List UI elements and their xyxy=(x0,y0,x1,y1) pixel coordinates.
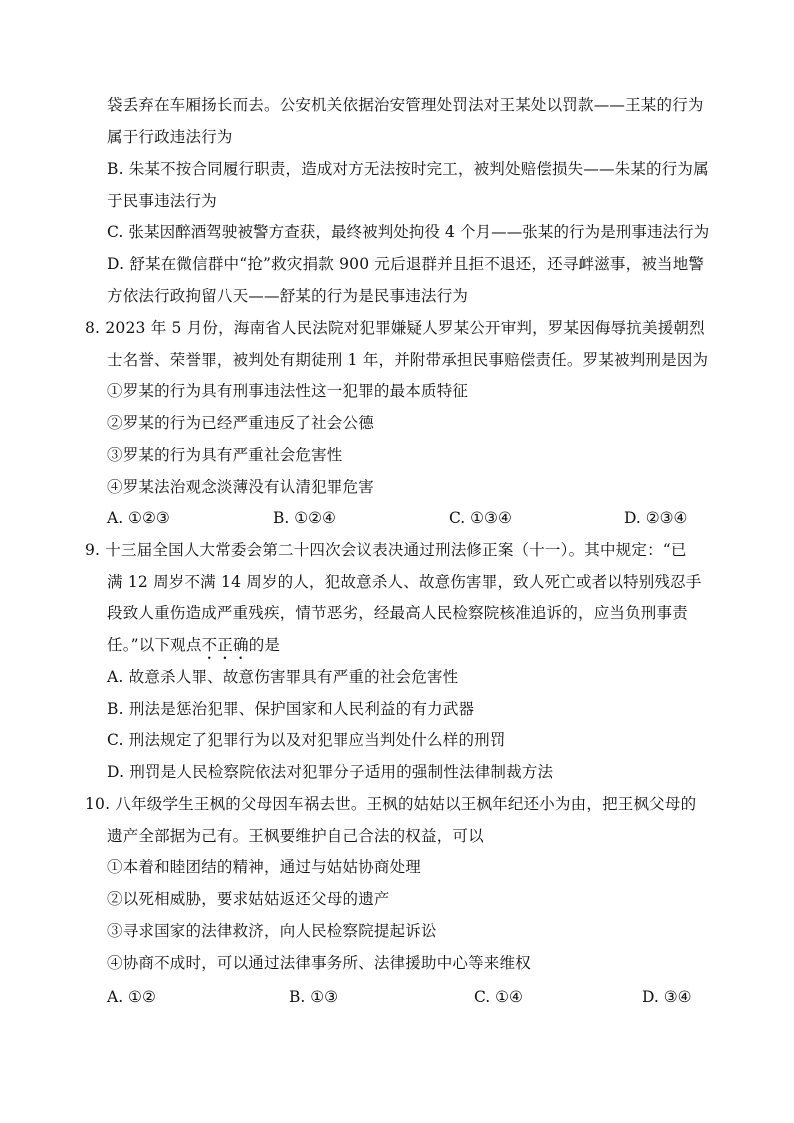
q7-option-d-line-1: D. 舒某在微信群中“抢”救灾捐款 900 元后退群并且拒不退还，还寻衅滋事，被当地警 xyxy=(107,255,705,273)
q8-option-b: B. ①②④ xyxy=(273,509,336,527)
q7-option-c-line: C. 张某因醉酒驾驶被警方查获，最终被判处拘役 4 个月——张某的行为是刑事违法行为 xyxy=(107,223,710,241)
q10-option-b: B. ①③ xyxy=(289,988,339,1006)
q10-option-a: A. ①② xyxy=(107,988,156,1006)
q7-option-d-line-2: 方依法行政拘留八天——舒某的行为是民事违法行为 xyxy=(107,287,469,305)
q8-statement-3: ③罗某的行为具有严重社会危害性 xyxy=(107,446,343,464)
q8-statement-2: ②罗某的行为已经严重违反了社会公德 xyxy=(107,414,374,432)
q9-stem-line-3: 段致人重伤造成严重残疾，情节恶劣，经最高人民检察院核准追诉的，应当负刑事责 xyxy=(107,604,688,622)
q10-statement-2: ②以死相威胁，要求姑姑返还父母的遗产 xyxy=(107,890,390,908)
q7-option-b-line-1: B. 朱某不按合同履行职责，造成对方无法按时完工，被判处赔偿损失——朱某的行为属 xyxy=(107,160,709,178)
q10-stem-line-1: 10. 八年级学生王枫的父母因车祸去世。王枫的姑姑以王枫年纪还小为由，把王枫父母的 xyxy=(85,795,697,813)
q10-statement-1: ①本着和睦团结的精神，通过与姑姑协商处理 xyxy=(107,858,422,876)
q8-stem-line-1: 8. 2023 年 5 月份，海南省人民法院对犯罪嫌疑人罗某公开审判，罗某因侮辱抗美援朝烈 xyxy=(85,319,705,337)
q9-stem-line-2: 满 12 周岁不满 14 周岁的人，犯故意杀人、故意伤害罪，致人死亡或者以特别残忍手 xyxy=(107,573,702,591)
q8-statement-4: ④罗某法治观念淡薄没有认清犯罪危害 xyxy=(107,478,374,496)
q10-option-d: D. ③④ xyxy=(642,988,692,1006)
q7-option-a-cont-line-1: 袋丢弃在车厢扬长而去。公安机关依据治安管理处罚法对王某处以罚款——王某的行为 xyxy=(107,96,704,114)
q9-option-d: D. 刑罚是人民检察院依法对犯罪分子适用的强制性法律制裁方法 xyxy=(107,763,554,781)
q10-option-c: C. ①④ xyxy=(474,988,523,1006)
q8-option-d: D. ②③④ xyxy=(624,509,688,527)
q7-option-b-line-2: 于民事违法行为 xyxy=(107,192,217,210)
q8-statement-1: ①罗某的行为具有刑事违法性这一犯罪的最本质特征 xyxy=(107,382,469,400)
q9-stem-line-1: 9. 十三届全国人大常委会第二十四次会议表决通过刑法修正案（十一）。其中规定：“已 xyxy=(85,541,687,559)
q8-option-a: A. ①②③ xyxy=(107,509,170,527)
q9-stem-line-4: 任。”以下观点不正确的是 xyxy=(107,636,281,654)
q8-option-c: C. ①③④ xyxy=(449,509,512,527)
q8-stem-line-2: 士名誉、荣誉罪，被判处有期徒刑 1 年，并附带承担民事赔偿责任。罗某被判刑是因为 xyxy=(107,351,709,369)
q9-option-b: B. 刑法是惩治犯罪、保护国家和人民利益的有力武器 xyxy=(107,700,475,718)
q10-statement-3: ③寻求国家的法律救济，向人民检察院提起诉讼 xyxy=(107,922,437,940)
q10-stem-line-2: 遗产全部据为己有。王枫要维护自己合法的权益，可以 xyxy=(107,827,484,845)
q7-option-a-cont-line-2: 属于行政违法行为 xyxy=(107,128,233,146)
q9-option-a: A. 故意杀人罪、故意伤害罪具有严重的社会危害性 xyxy=(107,668,459,686)
q10-statement-4: ④协商不成时，可以通过法律事务所、法律援助中心等来维权 xyxy=(107,954,531,972)
q9-option-c: C. 刑法规定了犯罪行为以及对犯罪应当判处什么样的刑罚 xyxy=(107,731,506,749)
